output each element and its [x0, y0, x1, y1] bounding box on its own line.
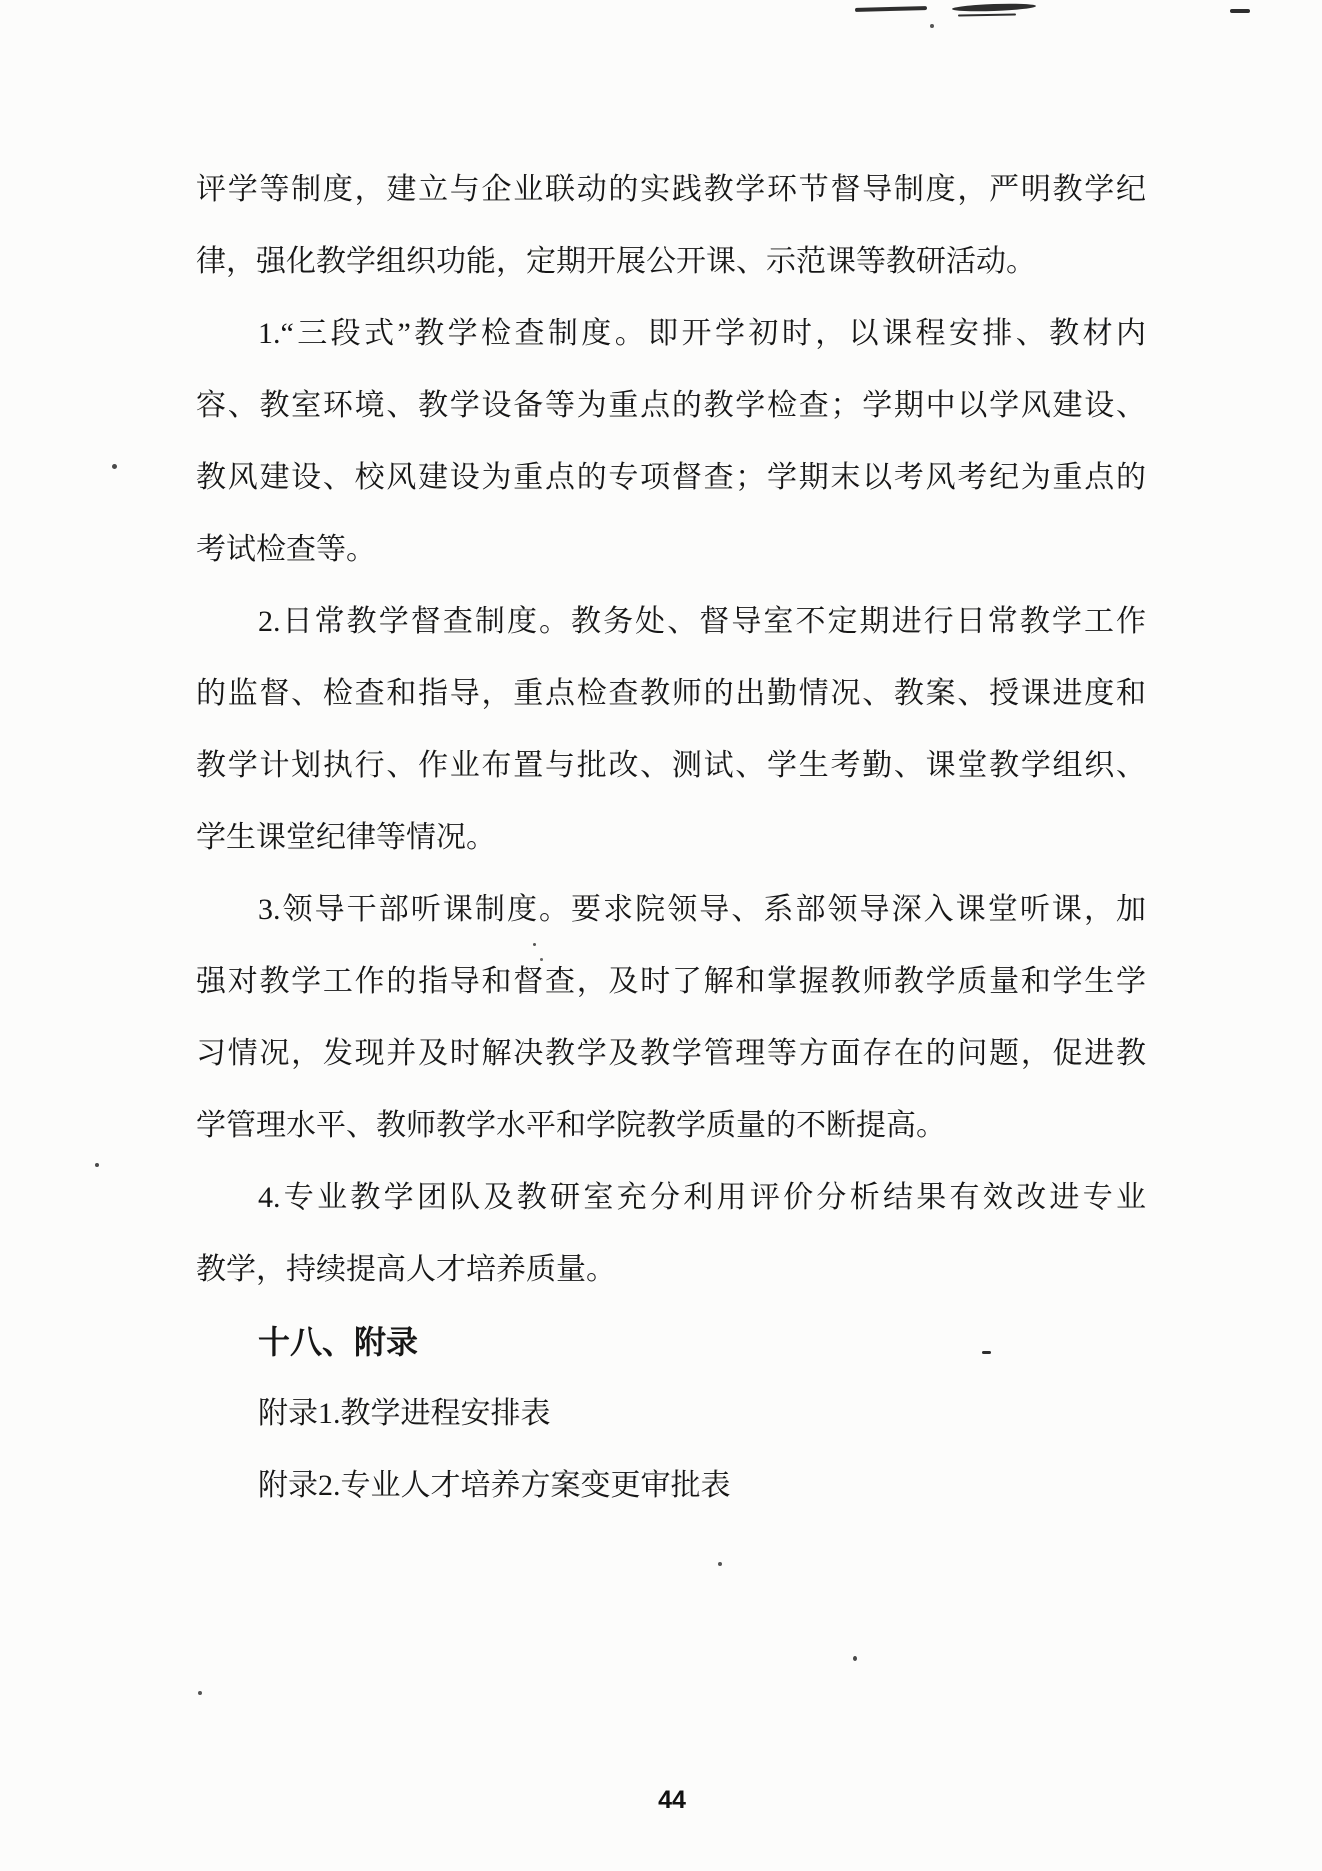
paragraph-line: 学生课堂纪律等情况。	[196, 821, 496, 854]
scan-streak	[855, 6, 927, 12]
paragraph-line-item-2: 2.日常教学督查制度。教务处、督导室不定期进行日常教学工作	[258, 605, 1146, 638]
scan-speck	[198, 1691, 202, 1695]
appendix-item-1: 附录1.教学进程安排表	[258, 1397, 551, 1430]
paragraph-line: 的监督、检查和指导，重点检查教师的出勤情况、教案、授课进度和	[196, 677, 1146, 710]
paragraph-line: 教学计划执行、作业布置与批改、测试、学生考勤、课堂教学组织、	[196, 749, 1146, 782]
paragraph-line-item-4: 4.专业教学团队及教研室充分利用评价分析结果有效改进专业	[258, 1181, 1146, 1214]
paragraph-line: 律，强化教学组织功能，定期开展公开课、示范课等教研活动。	[196, 245, 1036, 278]
paragraph-line-item-1: 1.“三段式”教学检查制度。即开学初时，以课程安排、教材内	[258, 317, 1146, 350]
paragraph-line: 考试检查等。	[196, 533, 376, 566]
appendix-item-2: 附录2.专业人才培养方案变更审批表	[258, 1469, 731, 1502]
scan-speck	[718, 1562, 722, 1566]
scan-streak	[958, 13, 1016, 16]
paragraph-line: 学管理水平、教师教学水平和学院教学质量的不断提高。	[196, 1109, 946, 1142]
paragraph-line: 强对教学工作的指导和督查，及时了解和掌握教师教学质量和学生学	[196, 965, 1146, 998]
scan-speck	[95, 1163, 99, 1167]
scan-speck	[853, 1656, 857, 1661]
paragraph-line: 教风建设、校风建设为重点的专项督查；学期末以考风考纪为重点的	[196, 461, 1146, 494]
document-body	[196, 154, 1146, 1522]
page-number: 44	[658, 1786, 686, 1814]
scan-dash	[1230, 9, 1250, 13]
paragraph-line: 教学，持续提高人才培养质量。	[196, 1253, 616, 1286]
scan-speck	[112, 464, 117, 469]
section-heading-18-appendix: 十八、附录	[258, 1324, 419, 1360]
scan-speck	[930, 24, 934, 28]
paragraph-line: 评学等制度，建立与企业联动的实践教学环节督导制度，严明教学纪	[196, 173, 1146, 206]
paragraph-line: 习情况，发现并及时解决教学及教学管理等方面存在的问题，促进教	[196, 1037, 1146, 1070]
paragraph-line-item-3: 3.领导干部听课制度。要求院领导、系部领导深入课堂听课，加	[258, 893, 1146, 926]
scan-streak	[952, 3, 1036, 13]
paragraph-line: 容、教室环境、教学设备等为重点的教学检查；学期中以学风建设、	[196, 389, 1146, 422]
